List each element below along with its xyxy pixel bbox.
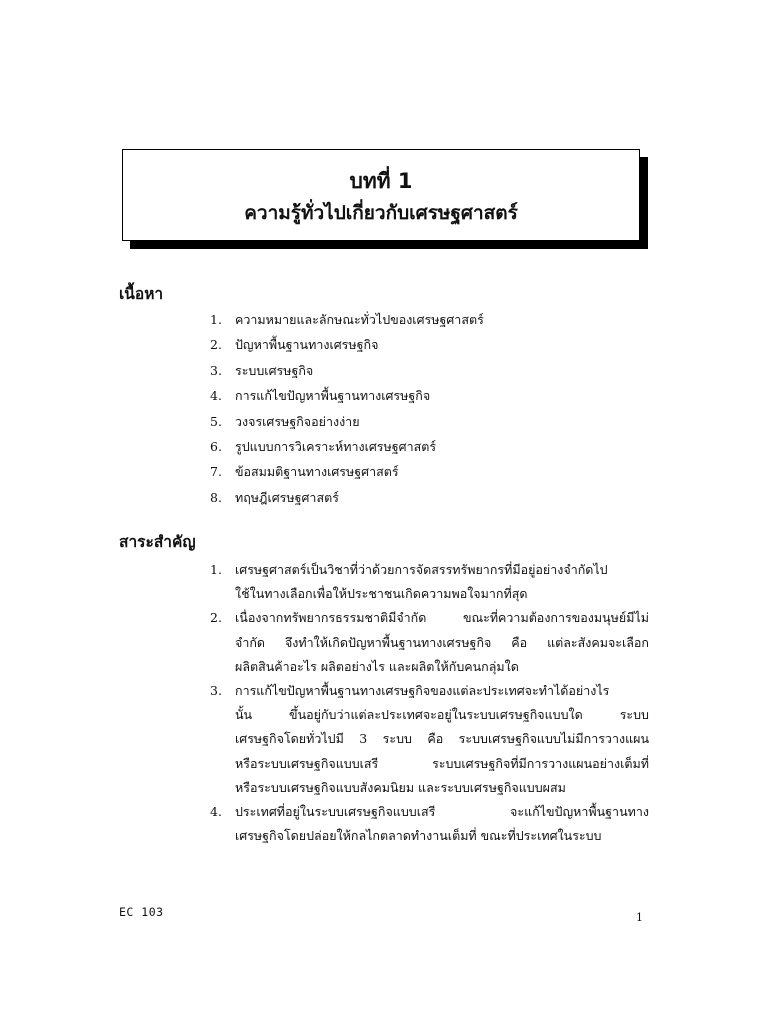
page-number: 1	[636, 911, 643, 924]
contents-item	[210, 437, 650, 462]
contents-item-text: การแก้ไขปัญหาพื้นฐานทางเศรษฐกิจ	[235, 388, 431, 404]
contents-item	[210, 386, 650, 411]
contents-item	[210, 488, 650, 513]
course-code: EC 103	[119, 905, 164, 919]
contents-item-number: 3.	[210, 362, 222, 378]
chapter-title: ความรู้ทั่วไปเกี่ยวกับเศรษฐศาสตร์	[244, 202, 518, 224]
contents-item-text: ระบบเศรษฐกิจ	[235, 362, 314, 378]
key-points-heading: สาระสำคัญ	[119, 533, 196, 551]
key-point-line: เนื่องจากทรัพยากรธรรมชาติมีจำกัด ขณะที่ความต้องการของมนุษย์มีไม่	[235, 610, 649, 626]
contents-item	[210, 462, 650, 487]
key-point-item	[210, 800, 650, 848]
key-point-item	[210, 606, 650, 679]
key-point-number: 3.	[210, 683, 222, 699]
contents-item-text: ทฤษฎีเศรษฐศาสตร์	[235, 489, 339, 505]
contents-item	[210, 310, 650, 335]
contents-item-number: 6.	[210, 438, 222, 454]
key-point-number: 2.	[210, 610, 222, 626]
chapter-title-box	[122, 149, 640, 241]
key-point-line: หรือระบบเศรษฐกิจแบบสังคมนิยม และระบบเศรษฐกิจแบบผสม	[235, 779, 566, 795]
key-point-line: เศรษฐศาสตร์เป็นวิชาที่ว่าด้วยการจัดสรรทรัพยากรที่มีอยู่อย่างจำกัดไป	[235, 562, 608, 577]
key-point-item	[210, 558, 650, 606]
contents-item-number: 4.	[210, 388, 222, 404]
contents-item-number: 1.	[210, 312, 222, 327]
contents-item-text: ข้อสมมติฐานทางเศรษฐศาสตร์	[235, 464, 399, 480]
contents-item-text: รูปแบบการวิเคราะห์ทางเศรษฐศาสตร์	[235, 438, 437, 454]
key-point-number: 1.	[210, 562, 222, 577]
key-point-line: จำกัด จึงทำให้เกิดปัญหาพื้นฐานทางเศรษฐกิจ คือ แต่ละสังคมจะเลือก	[235, 634, 649, 650]
contents-item-number: 7.	[210, 464, 222, 480]
contents-item-number: 2.	[210, 337, 222, 353]
key-points-list	[210, 558, 650, 848]
key-point-line: นั้น ขึ้นอยู่กับว่าแต่ละประเทศจะอยู่ในระบบเศรษฐกิจแบบใด ระบบ	[235, 707, 649, 723]
chapter-number: บทที่ 1	[349, 169, 413, 193]
contents-item	[210, 412, 650, 437]
key-point-line: ประเทศที่อยู่ในระบบเศรษฐกิจแบบเสรี จะแก้ไขปัญหาพื้นฐานทาง	[235, 804, 649, 820]
contents-item-number: 8.	[210, 489, 222, 505]
contents-item	[210, 335, 650, 360]
contents-item-number: 5.	[210, 413, 222, 429]
contents-list	[210, 310, 650, 513]
contents-item-text: วงจรเศรษฐกิจอย่างง่าย	[235, 413, 360, 429]
contents-heading: เนื้อหา	[119, 285, 164, 303]
key-point-line: ใช้ในทางเลือกเพื่อให้ประชาชนเกิดความพอใจมากที่สุด	[235, 586, 528, 602]
key-point-item	[210, 679, 650, 800]
key-point-line: การแก้ไขปัญหาพื้นฐานทางเศรษฐกิจของแต่ละประเทศจะทำได้อย่างไร	[235, 683, 610, 699]
contents-item-text: ความหมายและลักษณะทั่วไปของเศรษฐศาสตร์	[235, 312, 484, 327]
key-point-number: 4.	[210, 804, 222, 820]
contents-item-text: ปัญหาพื้นฐานทางเศรษฐกิจ	[235, 337, 379, 353]
key-point-line: ผลิตสินค้าอะไร ผลิตอย่างไร และผลิตให้กับคนกลุ่มใด	[235, 658, 519, 674]
key-point-line: เศรษฐกิจโดยทั่วไปมี 3 ระบบ คือ ระบบเศรษฐกิจแบบไม่มีการวางแผน	[235, 731, 649, 747]
key-point-line: เศรษฐกิจโดยปล่อยให้กลไกตลาดทำงานเต็มที่ ขณะที่ประเทศในระบบ	[235, 828, 602, 844]
contents-item	[210, 361, 650, 386]
key-point-line: หรือระบบเศรษฐกิจแบบเสรี ระบบเศรษฐกิจที่มีการวางแผนอย่างเต็มที่	[235, 755, 649, 771]
